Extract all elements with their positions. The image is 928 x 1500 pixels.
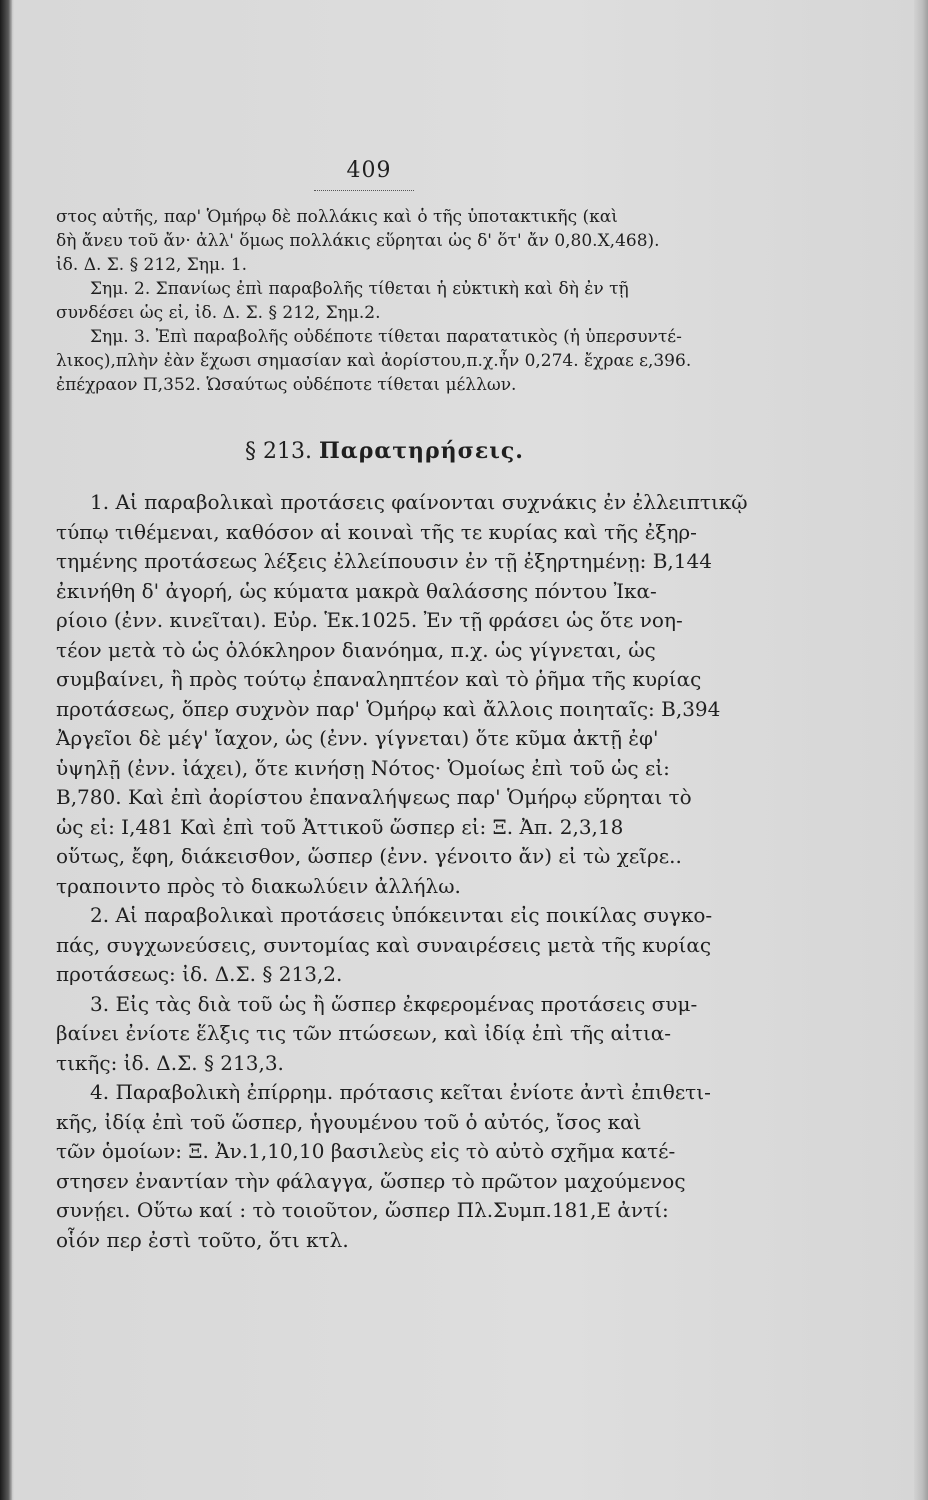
body-line: ὑψηλῇ (ἐνν. ἰάχει), ὅτε κινήσῃ Νότος· Ὁμοίως ἐπὶ τοῦ ὡς εἰ: (56, 755, 670, 780)
body-line: 2. Αἱ παραβολικαὶ προτάσεις ὑπόκεινται εἰς ποικίλας συγκο- (90, 903, 713, 927)
body-line: οἷόν περ ἐστὶ τοῦτο, ὅτι κτλ. (56, 1227, 349, 1252)
notes-line: στος αὐτῆς, παρ' Ὁμήρῳ δὲ πολλάκις καὶ ὁ τῆς ὑποτακτικῆς (καὶ (56, 207, 618, 227)
body-line: τικῆς: ἰδ. Δ.Σ. § 213,3. (56, 1050, 284, 1075)
body-line: 4. Παραβολικὴ ἐπίρρημ. πρότασις κεῖται ἐνίοτε ἀντὶ ἐπιθετι- (90, 1080, 711, 1104)
notes-line: λικος),πλὴν ἐὰν ἔχωσι σημασίαν καὶ ἀορίστου,π.χ.ἦν 0,274. ἔχραε ε,396. (56, 351, 692, 371)
body-line: Β,780. Καὶ ἐπὶ ἀορίστου ἐπαναλήψεως παρ' Ὁμήρῳ εὕρηται τὸ (56, 785, 692, 809)
body-line: ἐκινήθη δ' ἀγορή, ὡς κύματα μακρὰ θαλάσσης πόντου Ἰκα- (56, 578, 657, 603)
body-line: τέον μετὰ τὸ ὡς ὁλόκληρον διανόημα, π.χ. ὡς γίγνεται, ὡς (56, 637, 656, 662)
body-line: 1. Αἱ παραβολικαὶ προτάσεις φαίνονται συχνάκις ἐν ἐλλειπτικῷ (90, 490, 748, 514)
body-line: Ἀργεῖοι δὲ μέγ' ἴαχον, ὡς (ἐνν. γίγνεται) ὅτε κῦμα ἀκτῇ ἐφ' (56, 726, 659, 750)
body-line: κῆς, ἰδίᾳ ἐπὶ τοῦ ὥσπερ, ἡγουμένου τοῦ ὁ αὐτός, ἴσος καὶ (56, 1109, 642, 1134)
notes-line: ἐπέχραον Π,352. Ὡσαύτως οὐδέποτε τίθεται μέλλων. (56, 375, 517, 395)
body-line: τραποιντο πρὸς τὸ διακωλύειν ἀλλήλω. (56, 873, 461, 898)
body-line: τύπῳ τιθέμεναι, καθόσον αἱ κοιναὶ τῆς τε κυρίας καὶ τῆς ἐξηρ- (56, 519, 697, 544)
section-number: § 213. (245, 439, 312, 464)
notes-line: συνδέσει ὡς εἰ, ἰδ. Δ. Σ. § 212, Σημ.2. (56, 303, 381, 323)
section-heading (245, 438, 645, 464)
body-line: βαίνει ἐνίοτε ἕλξις τις τῶν πτώσεων, καὶ ἰδίᾳ ἐπὶ τῆς αἰτια- (56, 1021, 672, 1045)
notes-line: Σημ. 3. Ἐπὶ παραβολῆς οὐδέποτε τίθεται παρατατικὸς (ἡ ὑπερσυντέ- (90, 327, 682, 347)
body-line: ρίοιο (ἐνν. κινεῖται). Εὐρ. Ἑκ.1025. Ἐν τῇ φράσει ὡς ὅτε νοη- (56, 608, 683, 632)
notes-line: Σημ. 2. Σπανίως ἐπὶ παραβολῆς τίθεται ἡ εὐκτικὴ καὶ δὴ ἐν τῇ (90, 279, 629, 299)
body-line: οὕτως, ἔφη, διάκεισθον, ὥσπερ (ἐνν. γένοιτο ἄν) εἰ τὼ χεῖρε.. (56, 844, 682, 868)
body-line: συνῄει. Οὕτω καί : τὸ τοιοῦτον, ὥσπερ Πλ.Συμπ.181,Ε ἀντί: (56, 1198, 669, 1222)
page-number-rule (314, 190, 414, 191)
body-line: τῶν ὁμοίων: Ξ. Ἀν.1,10,10 βασιλεὺς εἰς τὸ αὐτὸ σχῆμα κατέ- (56, 1139, 676, 1163)
body-line: ὡς εἰ: Ι,481 Καὶ ἐπὶ τοῦ Ἀττικοῦ ὥσπερ εἰ: Ξ. Ἀπ. 2,3,18 (56, 814, 624, 839)
body-line: τημένης προτάσεως λέξεις ἐλλείπουσιν ἐν τῇ ἐξηρτημένῃ: Β,144 (56, 549, 712, 573)
body-line: συμβαίνει, ἢ πρὸς τούτῳ ἐπαναληπτέον καὶ τὸ ῥῆμα τῆς κυρίας (56, 667, 702, 691)
body-line: στησεν ἐναντίαν τὴν φάλαγγα, ὥσπερ τὸ πρῶτον μαχούμενος (56, 1168, 686, 1193)
body-line: προτάσεως, ὅπερ συχνὸν παρ' Ὁμήρῳ καὶ ἄλλοις ποιηταῖς: Β,394 (56, 696, 721, 721)
body-line: προτάσεως: ἰδ. Δ.Σ. § 213,2. (56, 962, 343, 986)
notes-line: δὴ ἄνευ τοῦ ἄν· ἀλλ' ὅμως πολλάκις εὕρηται ὡς δ' ὅτ' ἄν 0,80.X,468). (56, 231, 660, 251)
page-edge (914, 0, 928, 1500)
book-spine-shadow (0, 0, 12, 1500)
body-text (56, 488, 748, 1255)
notes-block (56, 205, 696, 397)
body-line: 3. Εἰς τὰς διὰ τοῦ ὡς ἢ ὥσπερ ἐκφερομένας προτάσεις συμ- (90, 991, 698, 1016)
section-title: Παρατηρήσεις. (318, 438, 524, 464)
body-line: πάς, συγχωνεύσεις, συντομίας καὶ συναιρέσεις μετὰ τῆς κυρίας (56, 932, 712, 957)
page-number: 409 (346, 158, 392, 183)
notes-line: ἰδ. Δ. Σ. § 212, Σημ. 1. (56, 255, 248, 275)
